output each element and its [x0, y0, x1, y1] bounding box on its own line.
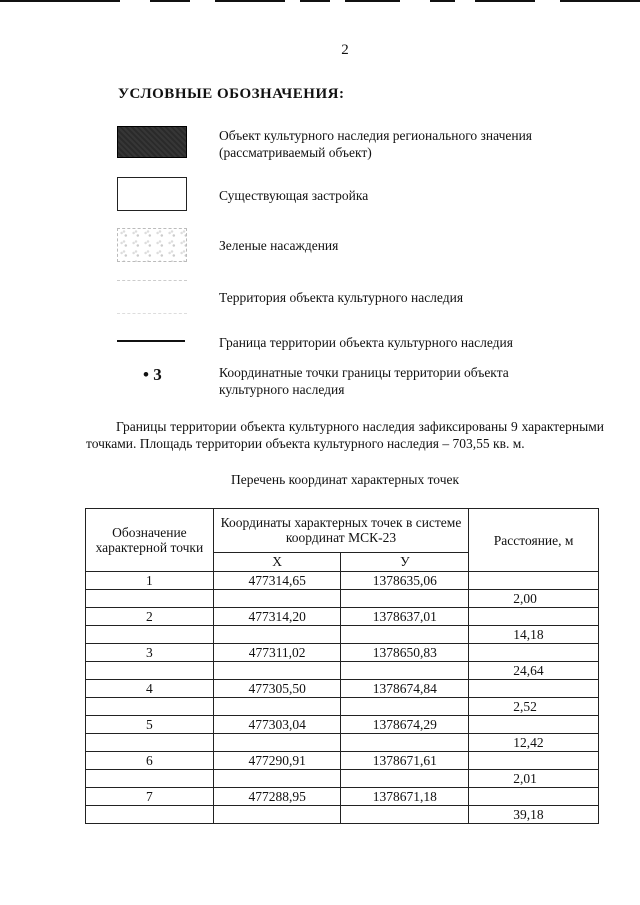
- coordinate-point-marker: • 3: [143, 365, 162, 384]
- empty-cell: [213, 806, 341, 824]
- empty-cell: [469, 644, 599, 662]
- x-cell: 477314,65: [213, 572, 341, 590]
- empty-cell: [213, 626, 341, 644]
- legend-item-label: Территория объекта культурного наследия: [219, 290, 464, 305]
- point-cell: 7: [86, 788, 214, 806]
- table-row: [86, 572, 599, 590]
- table-caption: Перечень координат характерных точек: [230, 472, 460, 487]
- table-row: [86, 806, 599, 824]
- legend-item-label: Существующая застройка: [219, 188, 369, 203]
- distance-cell: 14,18: [469, 626, 599, 644]
- page-number: 2: [341, 42, 349, 58]
- empty-cell: [469, 608, 599, 626]
- header-point-label: Обозначение характерной точки: [86, 509, 214, 572]
- x-cell: 477314,20: [213, 608, 341, 626]
- y-cell: 1378671,61: [341, 752, 469, 770]
- legend-title: УСЛОВНЫЕ ОБОЗНАЧЕНИЯ:: [118, 86, 345, 102]
- table-row: [86, 680, 599, 698]
- point-cell: 6: [86, 752, 214, 770]
- table-row: [86, 608, 599, 626]
- table-row: [86, 770, 599, 788]
- distance-cell: 2,00: [469, 590, 599, 608]
- table-row: [86, 644, 599, 662]
- empty-cell: [469, 680, 599, 698]
- empty-cell: [86, 806, 214, 824]
- coordinates-table: [85, 508, 599, 824]
- table-row: [86, 626, 599, 644]
- empty-cell: [469, 572, 599, 590]
- empty-cell: [341, 734, 469, 752]
- existing-buildings-swatch: [117, 177, 187, 211]
- empty-cell: [86, 770, 214, 788]
- table-row: [86, 734, 599, 752]
- table-row: [86, 716, 599, 734]
- x-cell: 477288,95: [213, 788, 341, 806]
- empty-cell: [341, 770, 469, 788]
- table-row: [86, 662, 599, 680]
- y-cell: 1378674,29: [341, 716, 469, 734]
- empty-cell: [341, 662, 469, 680]
- territory-description: Границы территории объекта культурного наследия зафиксированы 9 характерными точками. Площадь территории объекта культурного наследия – 703,55 кв. м.: [86, 419, 604, 451]
- distance-cell: 24,64: [469, 662, 599, 680]
- distance-cell: 2,01: [469, 770, 599, 788]
- table-row: [86, 590, 599, 608]
- empty-cell: [469, 716, 599, 734]
- legend-item-label: Координатные точки границы территории объекта культурного наследия: [219, 365, 509, 397]
- empty-cell: [341, 806, 469, 824]
- x-cell: 477305,50: [213, 680, 341, 698]
- distance-cell: 12,42: [469, 734, 599, 752]
- legend-item-label: Объект культурного наследия регионального значения (рассматриваемый объект): [219, 128, 533, 160]
- empty-cell: [213, 590, 341, 608]
- header-coordinates: Координаты характерных точек в системе координат МСК-23: [213, 509, 468, 553]
- y-cell: 1378635,06: [341, 572, 469, 590]
- table-row: [86, 698, 599, 716]
- empty-cell: [341, 590, 469, 608]
- legend-item-label: Зеленые насаждения: [219, 238, 339, 253]
- empty-cell: [469, 788, 599, 806]
- distance-cell: 39,18: [469, 806, 599, 824]
- empty-cell: [86, 734, 214, 752]
- point-cell: 3: [86, 644, 214, 662]
- legend-item-label: Граница территории объекта культурного наследия: [219, 335, 513, 350]
- empty-cell: [86, 590, 214, 608]
- empty-cell: [86, 626, 214, 644]
- empty-cell: [213, 734, 341, 752]
- empty-cell: [213, 770, 341, 788]
- green-plantings-swatch: [117, 228, 187, 262]
- table-row: [86, 752, 599, 770]
- header-distance: Расстояние, м: [469, 509, 599, 572]
- empty-cell: [213, 662, 341, 680]
- point-cell: 5: [86, 716, 214, 734]
- x-cell: 477311,02: [213, 644, 341, 662]
- empty-cell: [86, 698, 214, 716]
- point-cell: 1: [86, 572, 214, 590]
- heritage-object-swatch: [117, 126, 187, 158]
- y-cell: 1378637,01: [341, 608, 469, 626]
- x-cell: 477290,91: [213, 752, 341, 770]
- empty-cell: [213, 698, 341, 716]
- header-x: X: [213, 552, 341, 571]
- empty-cell: [341, 626, 469, 644]
- y-cell: 1378671,18: [341, 788, 469, 806]
- y-cell: 1378674,84: [341, 680, 469, 698]
- y-cell: 1378650,83: [341, 644, 469, 662]
- empty-cell: [341, 698, 469, 716]
- header-y: У: [341, 552, 469, 571]
- point-cell: 4: [86, 680, 214, 698]
- empty-cell: [86, 662, 214, 680]
- point-cell: 2: [86, 608, 214, 626]
- territory-border-line: [117, 340, 185, 342]
- empty-cell: [469, 752, 599, 770]
- distance-cell: 2,52: [469, 698, 599, 716]
- heritage-territory-swatch: [117, 280, 187, 314]
- table-row: [86, 788, 599, 806]
- x-cell: 477303,04: [213, 716, 341, 734]
- top-border-rule: [0, 0, 640, 3]
